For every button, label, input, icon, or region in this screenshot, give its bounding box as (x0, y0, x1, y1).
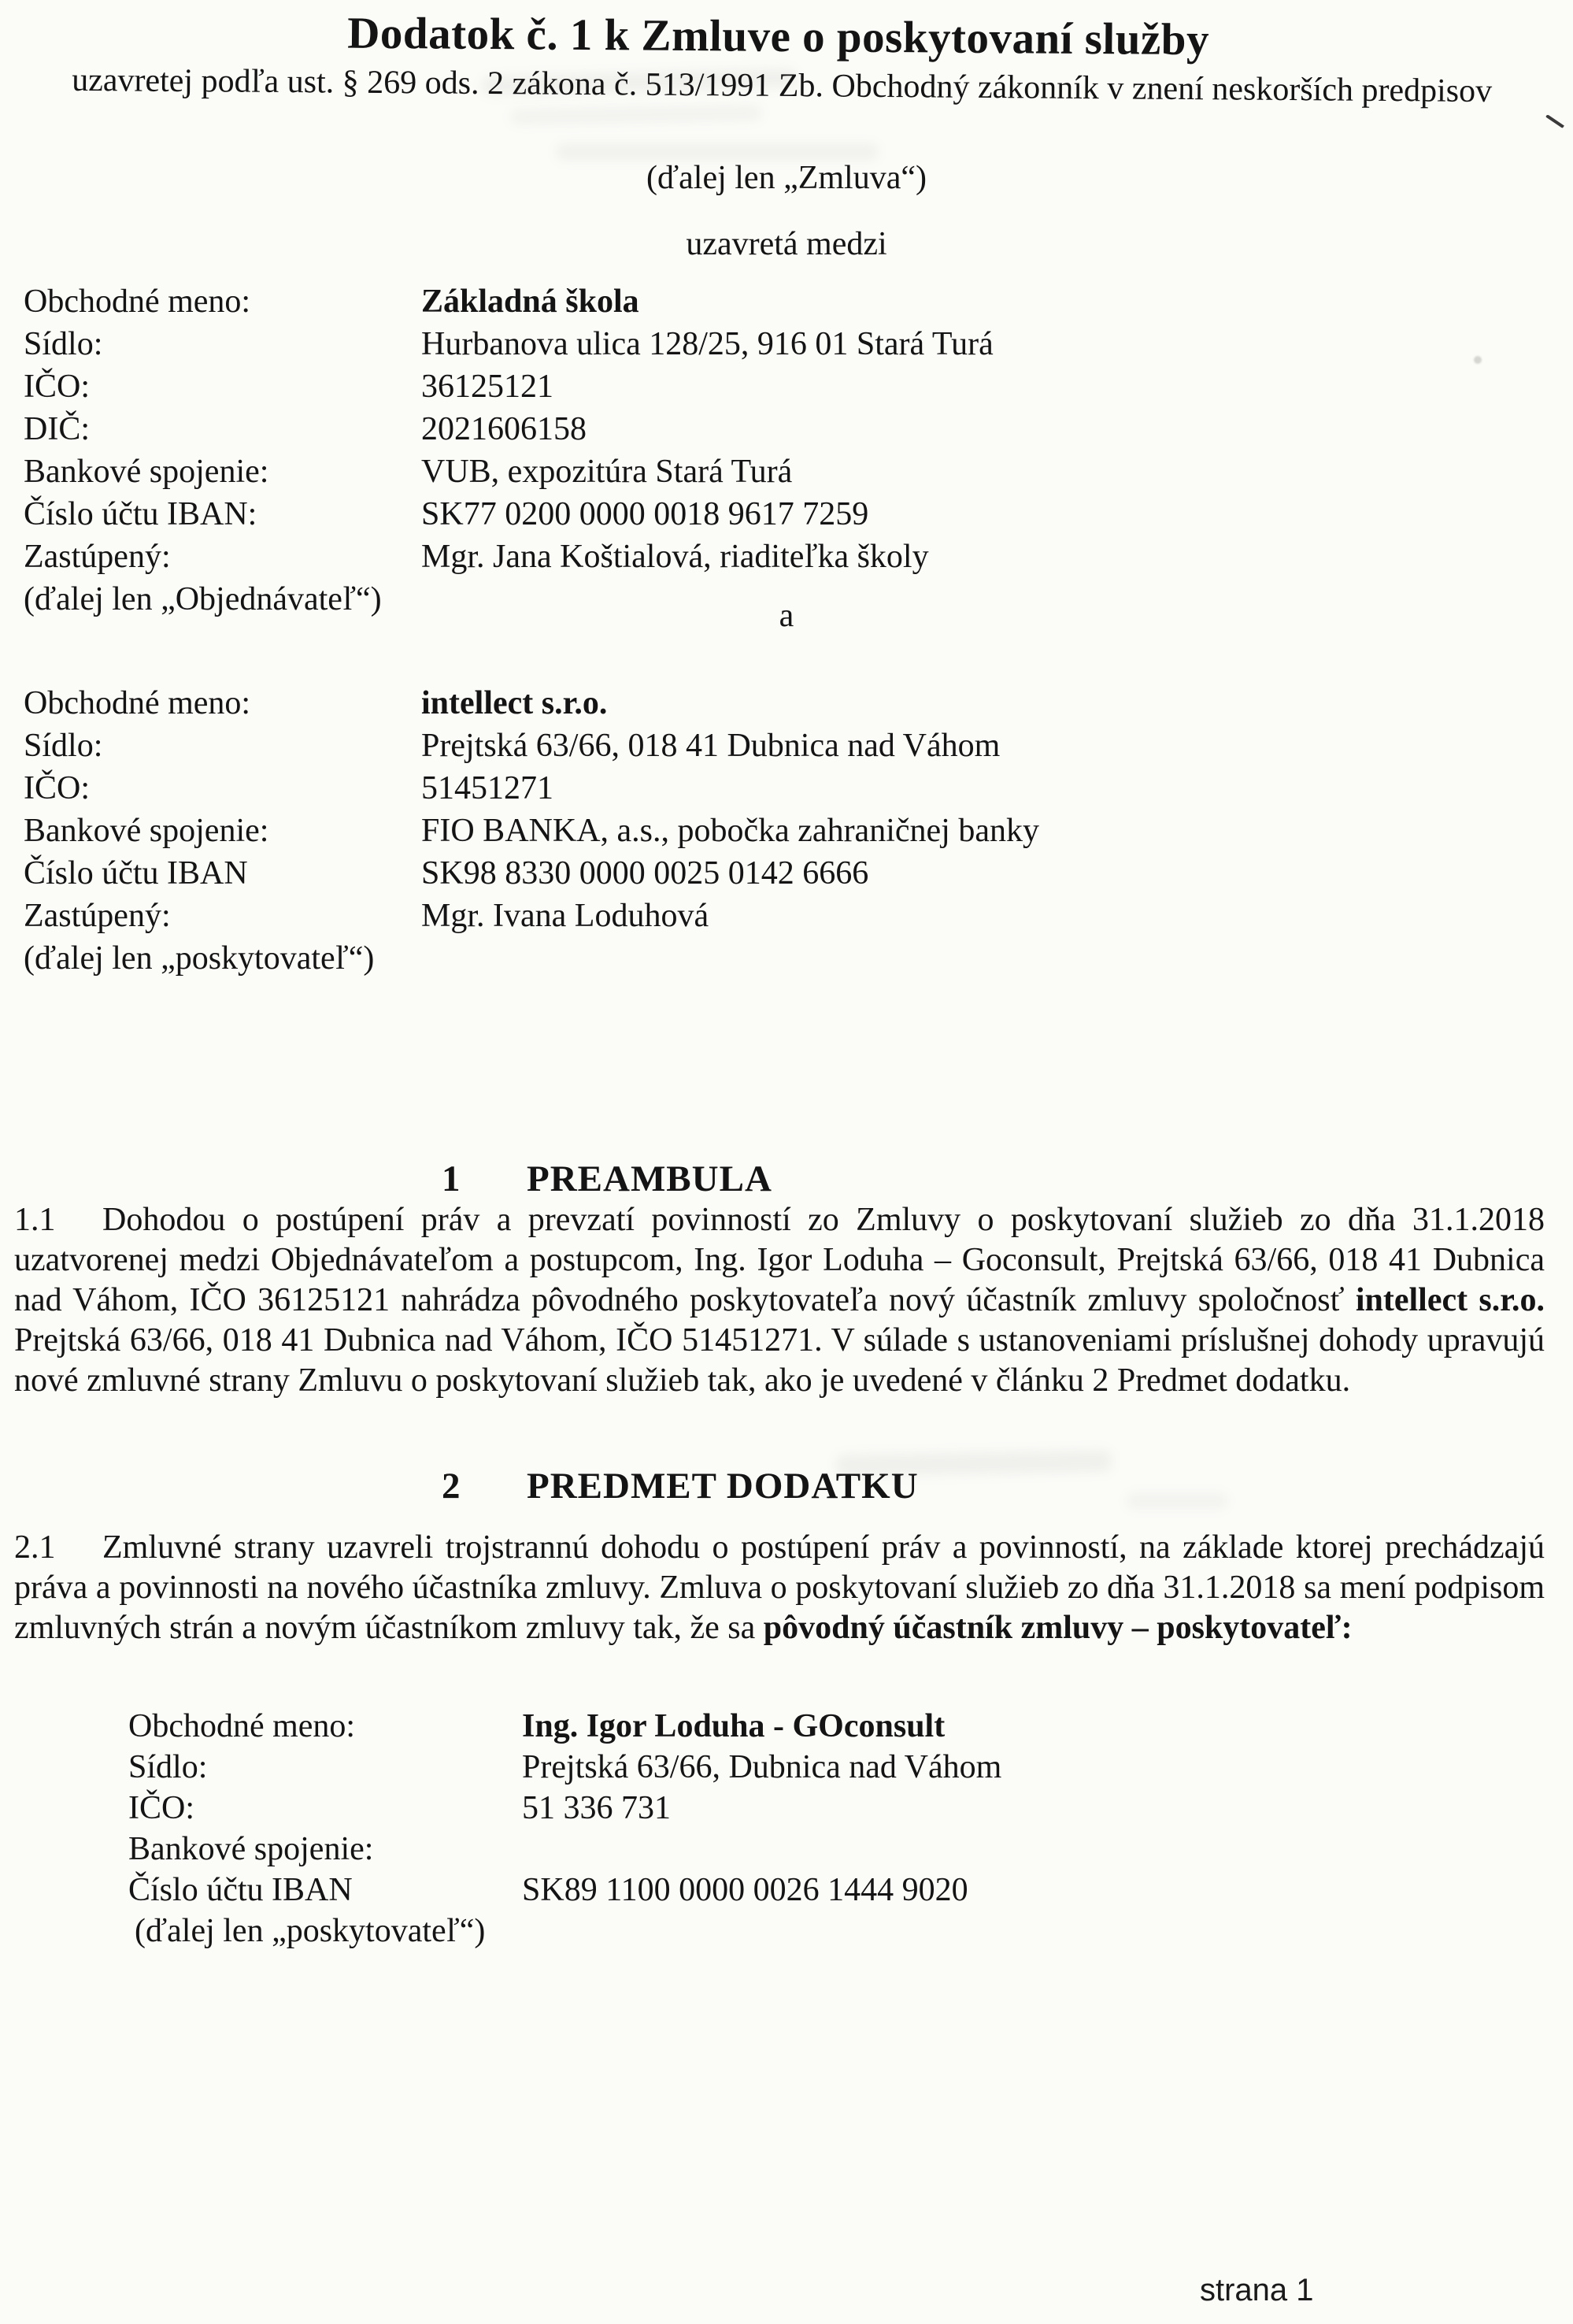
section-title: PREDMET DODATKU (527, 1466, 919, 1507)
field-value: Prejtská 63/66, 018 41 Dubnica nad Váhom (421, 728, 1001, 764)
party-row (128, 1788, 1545, 1829)
party-row (24, 493, 1545, 536)
party-row (24, 450, 1545, 493)
clause-text-bold: pôvodný účastník zmluvy – poskytovateľ: (763, 1610, 1353, 1646)
field-label: Bankové spojenie: (128, 1831, 374, 1867)
clause-text: Dohodou o postúpení práv a prevzatí povinností zo Zmluvy o poskytovaní služieb zo dňa 31.1.2018 uzatvorenej medzi Objednávateľom a postupcom, Ing. Igor Loduha – Goconsult, Prejtská 63/66, 018 41 Dubnica nad Váhom, IČO 36125121 nahrádza pôvodného poskytovateľa nový účastník zmluvy spoločnosť (14, 1202, 1545, 1318)
field-label: IČO: (24, 369, 90, 405)
field-value: FIO BANKA, a.s., pobočka zahraničnej banky (421, 813, 1039, 849)
field-label: IČO: (128, 1790, 194, 1826)
and-separator: a (779, 598, 794, 634)
field-label: Číslo účtu IBAN (128, 1872, 353, 1908)
party-row (24, 767, 1545, 810)
party-row (24, 682, 1545, 725)
field-value: Hurbanova ulica 128/25, 916 01 Stará Turá (421, 326, 994, 362)
clause-2-1 (14, 1528, 1545, 1648)
section-heading-predmet-dodatku (442, 1465, 919, 1507)
field-value: SK98 8330 0000 0025 0142 6666 (421, 855, 869, 891)
field-value: Prejtská 63/66, Dubnica nad Váhom (522, 1749, 1002, 1785)
field-label: Sídlo: (128, 1749, 208, 1785)
party-row (24, 323, 1545, 365)
field-label: Obchodné meno: (128, 1708, 356, 1744)
field-label: Obchodné meno: (24, 685, 251, 721)
section-title: PREAMBULA (527, 1158, 772, 1199)
party-row (24, 895, 1545, 937)
clause-number: 2.1 (14, 1529, 56, 1566)
document-subtitle: uzavretej podľa ust. § 269 ods. 2 zákona č. 513/1991 Zb. Obchodný zákonník v znení neskorších predpisov (71, 61, 1493, 110)
scan-smudge (1126, 1493, 1228, 1509)
party-alias-note: (ďalej len „poskytovateľ“) (24, 940, 375, 977)
contract-alias-note: (ďalej len „Zmluva“) (646, 160, 927, 196)
field-value: SK89 1100 0000 0026 1444 9020 (522, 1872, 968, 1908)
field-value: VUB, expozitúra Stará Turá (421, 454, 793, 490)
field-value: 36125121 (421, 369, 553, 405)
field-label: Zastúpený: (24, 898, 171, 934)
section-heading-preambula (442, 1158, 772, 1200)
field-label: IČO: (24, 770, 90, 806)
scan-smudge (556, 143, 879, 161)
party-row (128, 1829, 1545, 1870)
clause-text: Prejtská 63/66, 018 41 Dubnica nad Váhom, IČO 51451271. V súlade s ustanoveniami príslušnej dohody upravujú nové zmluvné strany Zmluvu o poskytovaní služieb tak, ako je uvedené v článku 2 Predmet dodatku. (14, 1322, 1545, 1399)
party-row (24, 280, 1545, 323)
field-value: SK77 0200 0000 0018 9617 7259 (421, 496, 869, 532)
field-value: Mgr. Jana Koštialová, riaditeľka školy (421, 539, 929, 575)
document-title: Dodatok č. 1 k Zmluve o poskytovaní služby (347, 8, 1210, 65)
field-label: Obchodné meno: (24, 284, 251, 320)
party-alias-note: (ďalej len „poskytovateľ“) (135, 1913, 486, 1949)
field-label: Bankové spojenie: (24, 454, 269, 490)
clause-1-1 (14, 1200, 1545, 1401)
field-label: Sídlo: (24, 728, 103, 764)
field-value: intellect s.r.o. (421, 685, 608, 721)
clause-text-bold: intellect s.r.o. (1355, 1282, 1545, 1318)
field-label: Číslo účtu IBAN: (24, 496, 257, 532)
field-value: Základná škola (421, 284, 639, 320)
party-row (128, 1706, 1545, 1747)
field-label: Zastúpený: (24, 539, 171, 575)
party-row (24, 536, 1545, 578)
field-value: 51451271 (421, 770, 553, 806)
party-row (128, 1747, 1545, 1788)
party-row (24, 365, 1545, 408)
party-row (24, 725, 1545, 767)
party-row (24, 810, 1545, 852)
document-header (0, 0, 1573, 110)
section-number: 1 (442, 1158, 461, 1199)
party-row (24, 852, 1545, 895)
party-block-povodny-poskytovatel (128, 1706, 1545, 1951)
field-label: DIČ: (24, 411, 90, 447)
field-value: Mgr. Ivana Loduhová (421, 898, 709, 934)
clause-text: Zmluvné strany uzavreli trojstrannú dohodu o postúpení práv a povinností, na základe ktorej prechádzajú práva a povinnosti na nového účastníka zmluvy. Zmluva o poskytovaní služieb zo dňa 31.1.2018 sa mení podpisom zmluvných strán a novým účastníkom zmluvy tak, že sa (14, 1529, 1545, 1646)
section-number: 2 (442, 1466, 461, 1507)
party-alias-note: (ďalej len „Objednávateľ“) (24, 581, 382, 617)
clause-number: 1.1 (14, 1202, 56, 1238)
party-block-objednavatel (24, 280, 1545, 621)
between-label: uzavretá medzi (686, 226, 887, 262)
party-row (24, 408, 1545, 450)
party-row (128, 1870, 1545, 1911)
field-value: Ing. Igor Loduha - GOconsult (522, 1708, 946, 1744)
scan-pen-stroke-artifact (1545, 114, 1564, 128)
field-value: 2021606158 (421, 411, 587, 447)
field-label: Sídlo: (24, 326, 103, 362)
field-value: 51 336 731 (522, 1790, 671, 1826)
field-label: Bankové spojenie: (24, 813, 269, 849)
party-block-poskytovatel (24, 682, 1545, 980)
field-label: Číslo účtu IBAN (24, 855, 248, 891)
page-number: strana 1 (1200, 2273, 1314, 2307)
